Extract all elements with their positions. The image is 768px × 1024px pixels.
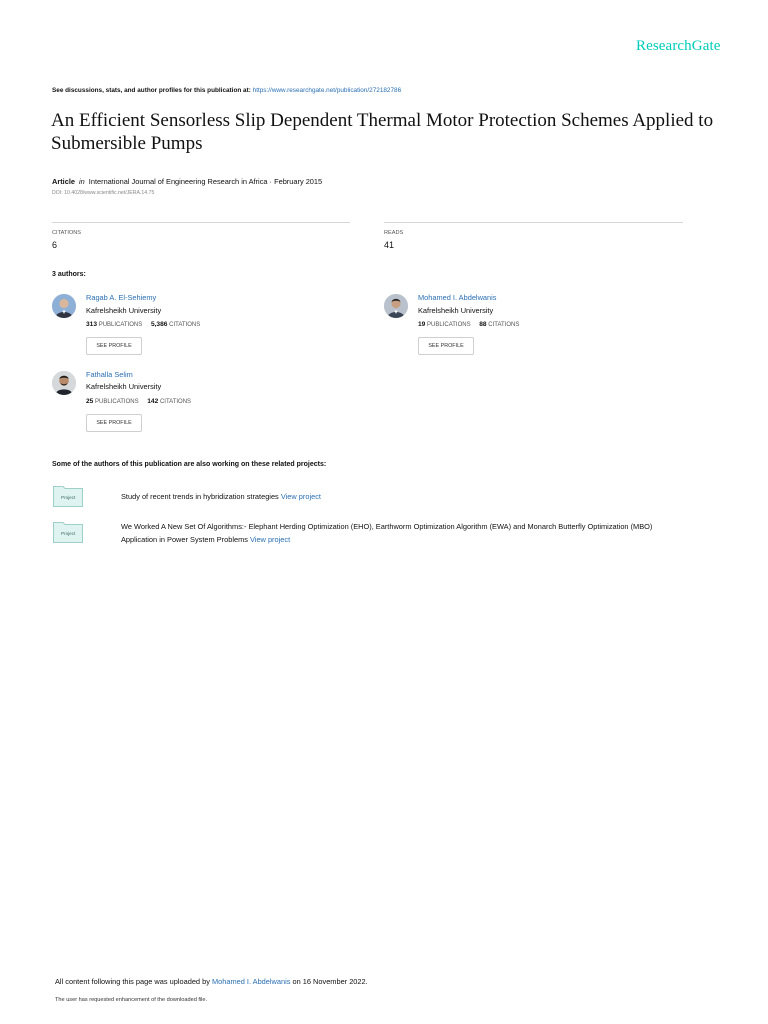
article-venue: International Journal of Engineering Research in Africa · February 2015 (88, 177, 323, 186)
author-publications-label: PUBLICATIONS (427, 322, 471, 328)
author-name-link[interactable]: Mohamed I. Abdelwanis (418, 293, 497, 302)
upload-notice-prefix: All content following this page was uploaded by (55, 977, 210, 986)
citations-label: CITATIONS (52, 230, 82, 236)
project-icon (53, 521, 83, 543)
article-meta-line (52, 177, 322, 186)
author-affiliation: Kafrelsheikh University (86, 306, 162, 315)
author-citations-label: CITATIONS (169, 322, 201, 328)
author-stats (86, 398, 191, 405)
author-publications-label: PUBLICATIONS (95, 399, 139, 405)
author-stats (418, 321, 519, 328)
project-title-continued: Application in Power System Problems (121, 535, 248, 544)
article-type: Article (52, 177, 76, 186)
publication-url-link[interactable]: https://www.researchgate.net/publication/272182786 (252, 87, 402, 94)
citations-value: 6 (52, 240, 58, 250)
uploader-link[interactable]: Mohamed I. Abdelwanis (211, 977, 291, 986)
see-profile-button[interactable]: SEE PROFILE (418, 337, 474, 355)
author-publications-count: 313 (86, 321, 98, 328)
enhancement-note: The user has requested enhancement of the downloaded file. (55, 997, 208, 1003)
reads-value: 41 (384, 240, 395, 250)
project-title: We Worked A New Set Of Algorithms:- Elephant Herding Optimization (EHO), Earthworm Optimization Algorithm (EWA) and Monarch Butterfly Optimization (MBO) (121, 522, 653, 531)
related-projects-heading: Some of the authors of this publication are also working on these related projects: (52, 461, 327, 468)
project-icon-label: Project (61, 495, 76, 500)
author-publications-count: 25 (86, 398, 94, 405)
see-discussions-text: See discussions, stats, and author profiles for this publication at: (52, 87, 251, 94)
avatar[interactable] (52, 294, 76, 318)
see-profile-button[interactable]: SEE PROFILE (86, 414, 142, 432)
author-photo-icon (52, 371, 76, 395)
author-citations-count: 142 (147, 398, 159, 405)
author-photo-icon (52, 294, 76, 318)
citations-divider (52, 222, 350, 223)
avatar[interactable] (384, 294, 408, 318)
article-title: An Efficient Sensorless Slip Dependent Thermal Motor Protection Schemes Applied to Submersible Pumps (51, 110, 714, 154)
author-publications-count: 19 (418, 321, 426, 328)
project-item (121, 490, 321, 503)
see-profile-button[interactable]: SEE PROFILE (86, 337, 142, 355)
reads-divider (384, 222, 683, 223)
author-citations-label: CITATIONS (159, 399, 192, 405)
avatar[interactable] (52, 371, 76, 395)
researchgate-logo[interactable]: ResearchGate (636, 38, 721, 54)
author-affiliation: Kafrelsheikh University (418, 306, 494, 315)
see-discussions-line (52, 87, 401, 94)
author-name-link[interactable]: Fathalla Selim (86, 370, 133, 379)
author-name-link[interactable]: Ragab A. El-Sehiemy (86, 293, 157, 302)
reads-label: READS (384, 230, 404, 236)
upload-notice (55, 977, 368, 986)
upload-notice-suffix: on 16 November 2022. (292, 977, 368, 986)
author-citations-count: 5,386 (150, 321, 168, 328)
article-in-word: in (79, 177, 85, 186)
project-icon (53, 485, 83, 507)
author-citations-count: 88 (479, 321, 487, 328)
author-citations-label: CITATIONS (488, 322, 520, 328)
project-icon-label: Project (61, 531, 76, 536)
article-doi: DOI: 10.4028/www.scientific.net/JERA.14.75 (52, 190, 155, 196)
author-affiliation: Kafrelsheikh University (86, 382, 162, 391)
view-project-link[interactable]: View project (250, 535, 291, 544)
project-item (121, 520, 652, 546)
authors-heading: 3 authors: (52, 271, 86, 278)
author-photo-icon (384, 294, 408, 318)
author-publications-label: PUBLICATIONS (98, 322, 143, 328)
view-project-link[interactable]: View project (280, 492, 321, 501)
project-title: Study of recent trends in hybridization strategies (121, 492, 279, 501)
author-stats (86, 321, 200, 328)
